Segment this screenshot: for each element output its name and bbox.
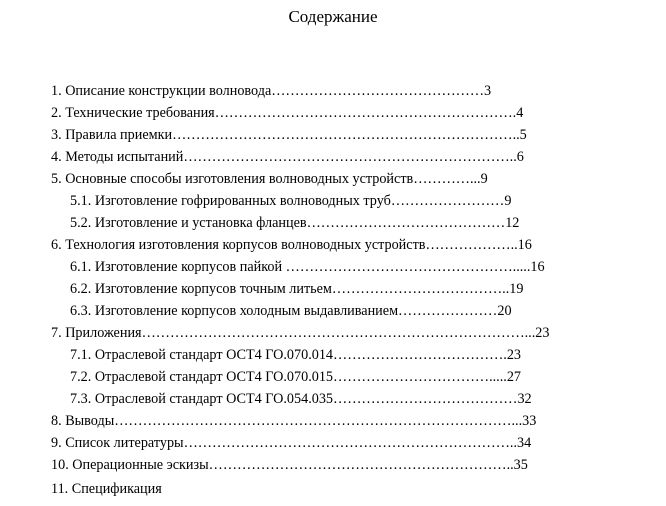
toc-entry-6-3: 6.3. Изготовление корпусов холодным выдавливанием…………………20 [70, 303, 512, 319]
toc-entry-7: 7. Приложения………………………………………………………………………...23 [51, 325, 550, 341]
toc-entry-7-2: 7.2. Отраслевой стандарт ОСТ4 ГО.070.015…………………………….....27 [70, 369, 522, 385]
toc-entry-11: 11. Спецификация [51, 481, 162, 497]
toc-entry-7-3: 7.3. Отраслевой стандарт ОСТ4 ГО.054.035…………………………………32 [70, 391, 532, 407]
toc-entry-1: 1. Описание конструкции волновода………………………………………3 [51, 83, 492, 99]
toc-entry-5-2: 5.2. Изготовление и установка фланцев……………………………………12 [70, 215, 520, 231]
toc-entry-4: 4. Методы испытаний……………………………………………………………..6 [51, 149, 524, 165]
toc-entry-5-1: 5.1. Изготовление гофрированных волноводных труб……………………9 [70, 193, 512, 209]
toc-entry-8: 8. Выводы…………………………………………………………………………...33 [51, 413, 537, 429]
toc-entry-6-1: 6.1. Изготовление корпусов пайкой ………………………………………….....16 [70, 259, 545, 275]
toc-entry-5: 5. Основные способы изготовления волноводных устройств…………...9 [51, 171, 488, 187]
toc-entry-7-1: 7.1. Отраслевой стандарт ОСТ4 ГО.070.014……………………………….23 [70, 347, 522, 363]
toc-entry-2: 2. Технические требования……………………………………………………….4 [51, 105, 524, 121]
toc-entry-6: 6. Технология изготовления корпусов волноводных устройств………………..16 [51, 237, 532, 253]
page-title: Содержание [288, 7, 378, 26]
toc-entry-3: 3. Правила приемки………………………………………………………………..5 [51, 127, 527, 143]
toc-entry-10: 10. Операционные эскизы………………………………………………………..35 [51, 457, 528, 473]
toc-entry-9: 9. Список литературы……………………………………………………………..34 [51, 435, 532, 451]
toc-entry-6-2: 6.2. Изготовление корпусов точным литьем………………………………..19 [70, 281, 524, 297]
